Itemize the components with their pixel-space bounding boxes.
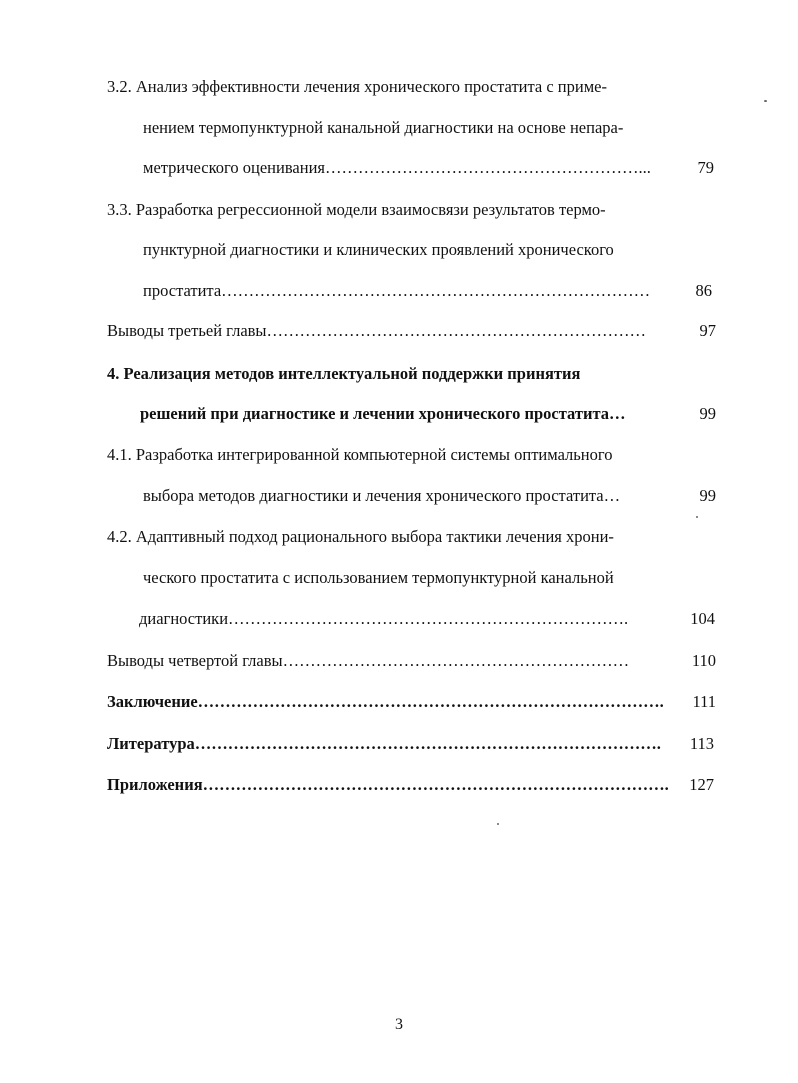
toc-entry-3-2-line-1: 3.2. Анализ эффективности лечения хронического простатита с приме- [107, 77, 607, 96]
toc-entry-4-2-line-2: ческого простатита с использованием термопунктурной канальной [143, 568, 614, 587]
toc-entry-4-2-page: 104 [690, 609, 715, 628]
scan-speck [696, 516, 698, 518]
toc-entry-3-2-line-3: метрического оценивания…………………………………………………... [143, 158, 651, 177]
toc-entry-3-3-line-1: 3.3. Разработка регрессионной модели взаимосвязи результатов термо- [107, 200, 606, 219]
toc-entry-3-2-line-2: нением термопунктурной канальной диагностики на основе непара- [143, 118, 624, 137]
toc-entry-conclusions-4-page: 110 [691, 651, 716, 670]
toc-entry-appendices-page: 127 [689, 775, 714, 794]
toc-entry-4-1-page: 99 [699, 486, 716, 505]
toc-entry-appendices: Приложения…………………………………………………………………………. [107, 775, 669, 794]
scan-speck [497, 823, 499, 825]
toc-entry-4-2-line-3: диагностики………………………………………………………………. [139, 609, 629, 628]
toc-chapter-4-page: 99 [699, 404, 716, 423]
toc-entry-3-3-line-2: пунктурной диагностики и клинических проявлений хронического [143, 240, 614, 259]
toc-entry-conclusion: Заключение…………………………………………………………………………. [107, 692, 664, 711]
toc-entry-conclusion-page: 111 [692, 692, 716, 711]
page-number: 3 [395, 1016, 403, 1033]
toc-entry-4-1-line-2: выбора методов диагностики и лечения хронического простатита… [143, 486, 621, 505]
toc-entry-conclusions-4: Выводы четвертой главы……………………………………………………… [107, 651, 630, 670]
toc-entry-conclusions-3: Выводы третьей главы…………………………………………………………… [107, 321, 647, 340]
scan-speck [764, 100, 767, 102]
toc-entry-conclusions-3-page: 97 [699, 321, 716, 340]
toc-chapter-4-line-2: решений при диагностике и лечении хронического простатита… [140, 404, 626, 423]
toc-entry-3-3-line-3: простатита…………………………………………………………………… [143, 281, 651, 300]
toc-entry-literature-page: 113 [689, 734, 714, 753]
toc-entry-literature: Литература…………………………………………………………………………. [107, 734, 661, 753]
toc-entry-3-2-page: 79 [697, 158, 714, 177]
toc-entry-4-1-line-1: 4.1. Разработка интегрированной компьютерной системы оптимального [107, 445, 613, 464]
toc-chapter-4-line-1: 4. Реализация методов интеллектуальной поддержки принятия [107, 364, 581, 383]
toc-entry-3-3-page: 86 [695, 281, 712, 300]
toc-entry-4-2-line-1: 4.2. Адаптивный подход рационального выбора тактики лечения хрони- [107, 527, 614, 546]
